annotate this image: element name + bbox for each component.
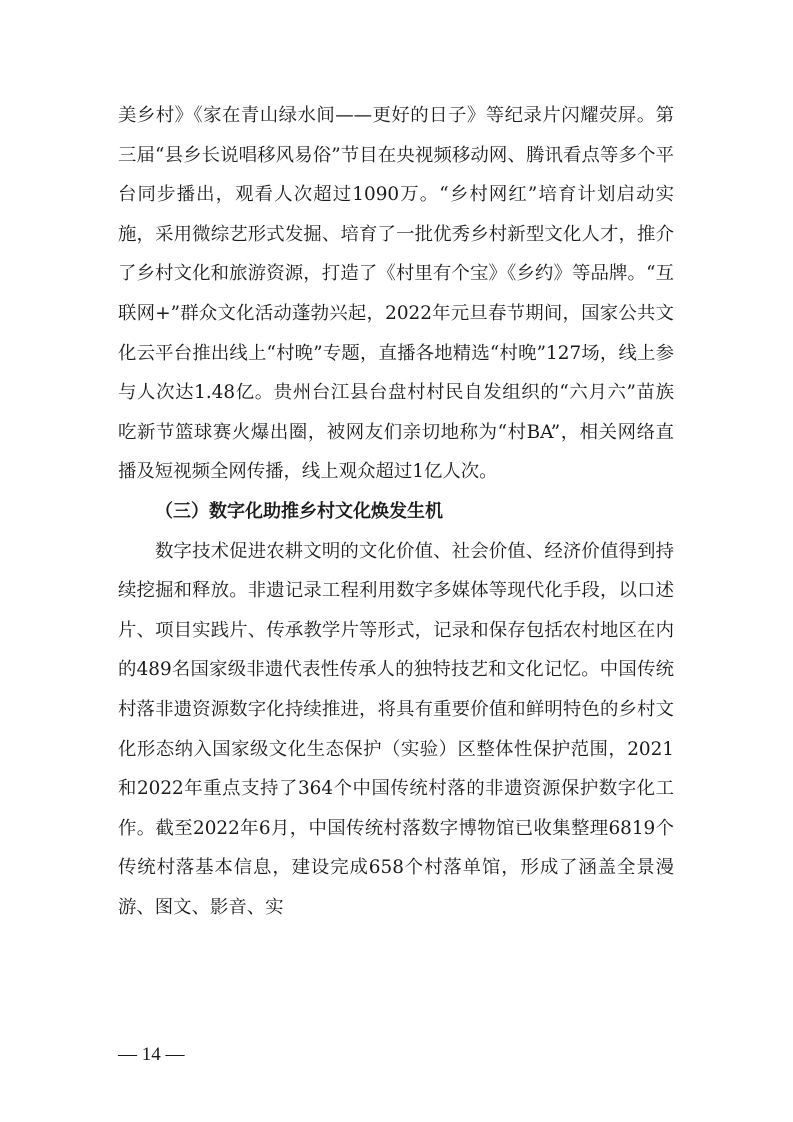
- section-heading: （三）数字化助推乡村文化焕发生机: [155, 500, 443, 522]
- page-body: [118, 96, 674, 927]
- paragraph-body: 数字技术促进农耕文明的文化价值、社会价值、经济价值得到持续挖掘和释放。非遗记录工程利用数字多媒体等现代化手段，以口述片、项目实践片、传承教学片等形式，记录和保存包括农村地区在内的489名国家级非遗代表性传承人的独特技艺和文化记忆。中国传统村落非遗资源数字化持续推进，将具有重要价值和鲜明特色的乡村文化形态纳入国家级文化生态保护（实验）区整体性保护范围，2021和2022年重点支持了364个中国传统村落的非遗资源保护数字化工作。截至2022年6月，中国传统村落数字博物馆已收集整理6819个传统村落基本信息，建设完成658个村落单馆，形成了涵盖全景漫游、图文、影音、实: [118, 540, 674, 918]
- page-number: — 14 —: [118, 1044, 185, 1065]
- paragraph-continuation: 美乡村》《家在青山绿水间——更好的日子》等纪录片闪耀荧屏。第三届“县乡长说唱移风易俗”节目在央视频移动网、腾讯看点等多个平台同步播出，观看人次超过1090万。“乡村网红”培育计划启动实施，采用微综艺形式发掘、培育了一批优秀乡村新型文化人才，推介了乡村文化和旅游资源，打造了《村里有个宝》《乡约》等品牌。“互联网+”群众文化活动蓬勃兴起，2022年元旦春节期间，国家公共文化云平台推出线上“村晚”专题，直播各地精选“村晚”127场，线上参与人次达1.48亿。贵州台江县台盘村村民自发组织的“六月六”苗族吃新节篮球赛火爆出圈，被网友们亲切地称为“村BA”，相关网络直播及短视频全网传播，线上观众超过1亿人次。: [118, 105, 674, 483]
